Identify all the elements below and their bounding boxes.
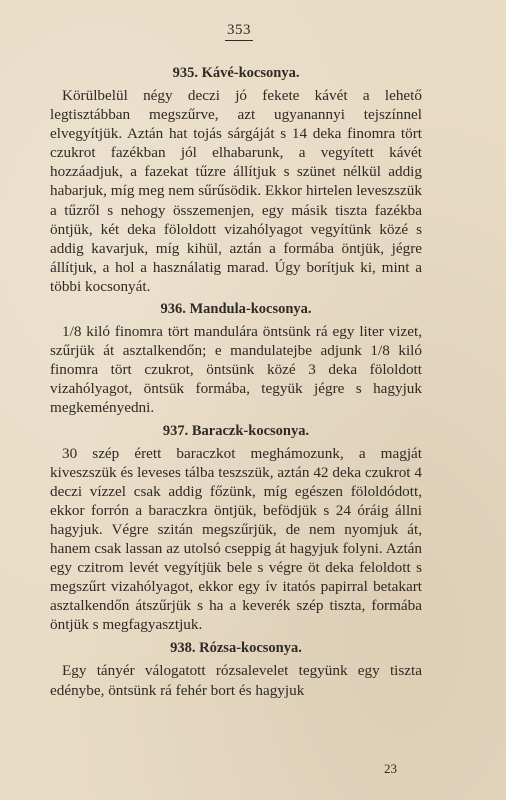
recipe-title: 938. Rózsa-kocsonya.: [170, 640, 302, 657]
page-number-text: 353: [225, 22, 253, 41]
page-content: [50, 64, 422, 700]
recipe-935: [50, 64, 422, 296]
page-number: [0, 22, 506, 41]
recipe-936: [50, 300, 422, 417]
recipe-body: Körülbelül négy deczi jó fekete kávét a lehető legtisztábban megszűrve, azt ugyanannyi tejszínnel elvegyítjük. Aztán hat tojás sárgáját s 14 deka finomra tört czukrot fazékban jól elhabarunk, a vegyített kávét hozzáadjuk, a fazekat tűzre állítjuk s szünet nélkül addig habarjuk, míg meg nem sűrűsödik. Ekkor hirtelen leveszszük a tűzről s nehogy összemenjen, egy másik tiszta fazékba öntjük, két deka föloldott vizahólyagot vegyítünk közé s addig kavarjuk, míg kihül, aztán a formába öntjük, jégre állítjuk, a hol a használatig marad. Úgy borítjuk ki, mint a többi kocsonyát.: [50, 87, 422, 295]
signature-mark: 23: [384, 761, 397, 776]
recipe-title: 936. Mandula-kocsonya.: [160, 301, 312, 318]
recipe-body: 1/8 kiló finomra tört mandulára öntsünk rá egy liter vizet, szűrjük át asztalkendőn; e mandulatejbe adjunk 1/8 kiló finomra tört czukrot, öntsünk közé 3 deka föloldott vizahólyagot, öntsük formába, tegyük jégre s hagyjuk megkeményedni.: [50, 323, 422, 417]
recipe-937: [50, 422, 422, 635]
recipe-938: [50, 639, 422, 699]
recipe-body: Egy tányér válogatott rózsalevelet tegyünk egy tiszta edénybe, öntsünk rá fehér bort és hagyjuk: [50, 662, 422, 699]
recipe-body: 30 szép érett baraczkot meghámozunk, a magját kiveszszük és leveses tálba teszszük, aztán 42 deka czukrot 4 deczi vízzel csak addig főzünk, míg egészen föloldódott, ekkor forrón a baraczkra öntjük, befödjük s 24 óráig állni hagyjuk. Végre szitán megszűrjük, de nem nyomjuk át, hanem csak lassan az utolsó cseppig át hagyjuk folyni. Aztán egy czitrom levét vegyítjük bele s végre öt deka feloldott s megszűrt vizahólyagot, ekkor egy ív itatós papirral betakart asztalkendőn átszűrjük s ha a keverék szép tiszta, formába öntjük s megfagyasztjuk.: [50, 444, 422, 634]
recipe-title: 937. Baraczk-kocsonya.: [162, 422, 310, 439]
recipe-title: 935. Kávé-kocsonya.: [172, 65, 300, 81]
